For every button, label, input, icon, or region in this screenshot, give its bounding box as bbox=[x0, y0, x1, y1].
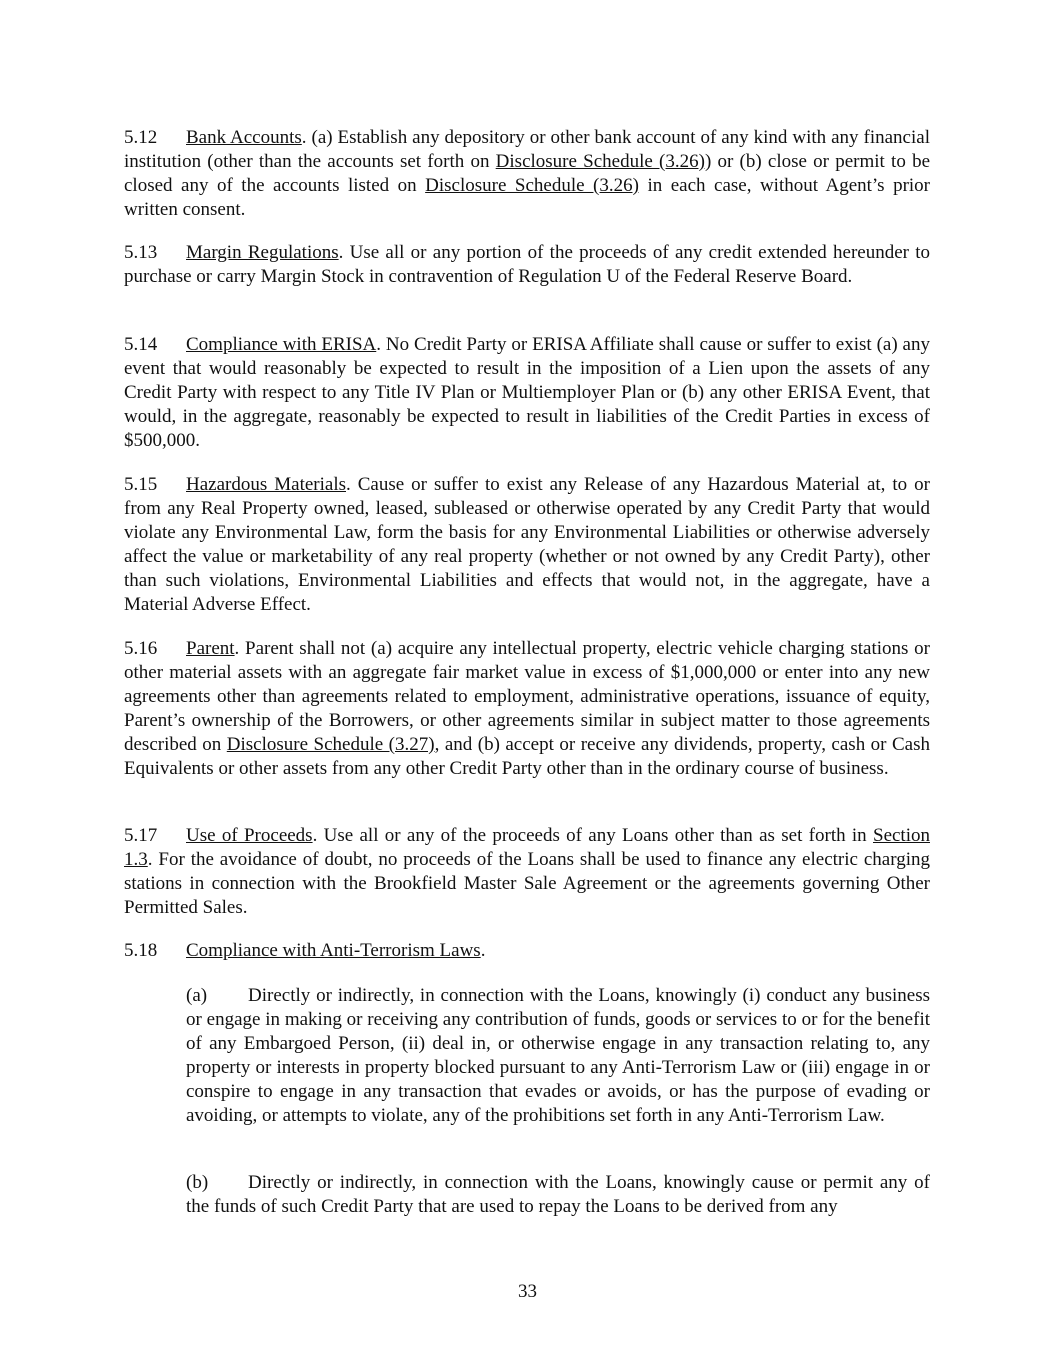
section-5-14 bbox=[124, 333, 930, 453]
section-5-13 bbox=[124, 241, 930, 289]
section-title: Bank Accounts bbox=[186, 127, 302, 148]
section-text: ) or (b) close or permit to be closed any of the accounts listed on bbox=[124, 151, 930, 196]
section-5-18 bbox=[124, 939, 930, 963]
section-text: . Use all or any portion of the proceeds of any credit extended hereunder to purchase or carry Margin Stock in contravention of Regulation U of the Federal Reserve Board. bbox=[124, 242, 930, 287]
section-number: 5.15 bbox=[124, 474, 158, 495]
section-title: Compliance with Anti-Terrorism Laws bbox=[186, 940, 481, 961]
section-text: . (a) Establish any depository or other bank account of any kind with any financial institution (other than the accounts set forth on bbox=[124, 127, 930, 172]
subsection-text: Directly or indirectly, in connection with the Loans, knowingly (i) conduct any business or engage in making or receiving any contribution of funds, goods or services to or for the benefit of any Embargoed Person, (ii) deal in, or otherwise engage in any transaction relating to, any property or interests in property blocked pursuant to any Anti-Terrorism Law or (iii) engage in or conspire to engage in any transaction that evades or avoids, or has the purpose of evading or avoiding, or attempts to violate, any of the prohibitions set forth in any Anti-Terrorism Law. bbox=[186, 985, 930, 1126]
section-5-17 bbox=[124, 824, 930, 920]
section-title: Use of Proceeds bbox=[186, 825, 313, 846]
subsection-b bbox=[186, 1171, 930, 1219]
section-title: Parent bbox=[186, 638, 235, 659]
section-5-12 bbox=[124, 126, 930, 222]
subsection-text: Directly or indirectly, in connection with the Loans, knowingly cause or permit any of the funds of such Credit Party that are used to repay the Loans to be derived from any bbox=[186, 1172, 930, 1217]
subsection-number: (a) bbox=[186, 985, 208, 1006]
schedule-reference: Disclosure Schedule (3.26) bbox=[495, 151, 705, 172]
section-title: Hazardous Materials bbox=[186, 474, 346, 495]
section-title: Compliance with ERISA bbox=[186, 334, 377, 355]
section-text: in each case, without Agent’s prior written consent. bbox=[124, 175, 931, 220]
subsection-a bbox=[186, 984, 930, 1128]
page-number: 33 bbox=[518, 1281, 537, 1302]
section-5-16 bbox=[124, 637, 930, 781]
subsection-number: (b) bbox=[186, 1172, 209, 1193]
section-text: . Parent shall not (a) acquire any intellectual property, electric vehicle charging stations or other material assets with an aggregate fair market value in excess of $1,000,000 or enter into any new agreements other than agreements related to employment, administrative operations, issuance of equity, Parent’s ownership of the Borrowers, or other agreements similar in subject matter to those agreements described on bbox=[124, 638, 930, 755]
schedule-reference: Disclosure Schedule (3.26) bbox=[425, 175, 639, 196]
section-text: , and (b) accept or receive any dividends, property, cash or Cash Equivalents or other assets from any other Credit Party other than in the ordinary course of business. bbox=[124, 734, 930, 779]
schedule-reference: Disclosure Schedule (3.27) bbox=[226, 734, 435, 755]
section-text: . No Credit Party or ERISA Affiliate shall cause or suffer to exist (a) any event that would reasonably be expected to result in the imposition of a Lien upon the assets of any Credit Party with respect to any Title IV Plan or Multiemployer Plan or (b) any other ERISA Event, that would, in the aggregate, reasonably be expected to result in liabilities of the Credit Parties in excess of $500,000. bbox=[124, 334, 930, 451]
section-number: 5.17 bbox=[124, 825, 158, 846]
section-number: 5.12 bbox=[124, 127, 158, 148]
section-text: . bbox=[480, 940, 486, 961]
section-number: 5.14 bbox=[124, 334, 158, 355]
section-number: 5.18 bbox=[124, 940, 158, 961]
section-title: Margin Regulations bbox=[186, 242, 339, 263]
section-number: 5.13 bbox=[124, 242, 158, 263]
section-number: 5.16 bbox=[124, 638, 158, 659]
section-5-15 bbox=[124, 473, 930, 617]
section-reference: Section 1.3 bbox=[124, 825, 930, 870]
section-text: . Use all or any of the proceeds of any Loans other than as set forth in bbox=[312, 825, 873, 846]
section-text: . For the avoidance of doubt, no proceeds of the Loans shall be used to finance any electric charging stations in connection with the Brookfield Master Sale Agreement or the agreements governing Other Permitted Sales. bbox=[124, 849, 930, 918]
section-text: . Cause or suffer to exist any Release of any Hazardous Material at, to or from any Real Property owned, leased, subleased or otherwise operated by any Credit Party that would violate any Environmental Law, form the basis for any Environmental Liabilities or otherwise adversely affect the value or marketability of any real property (whether or not owned by any Credit Party), other than such violations, Environmental Liabilities and effects that would not, in the aggregate, have a Material Adverse Effect. bbox=[124, 474, 931, 615]
